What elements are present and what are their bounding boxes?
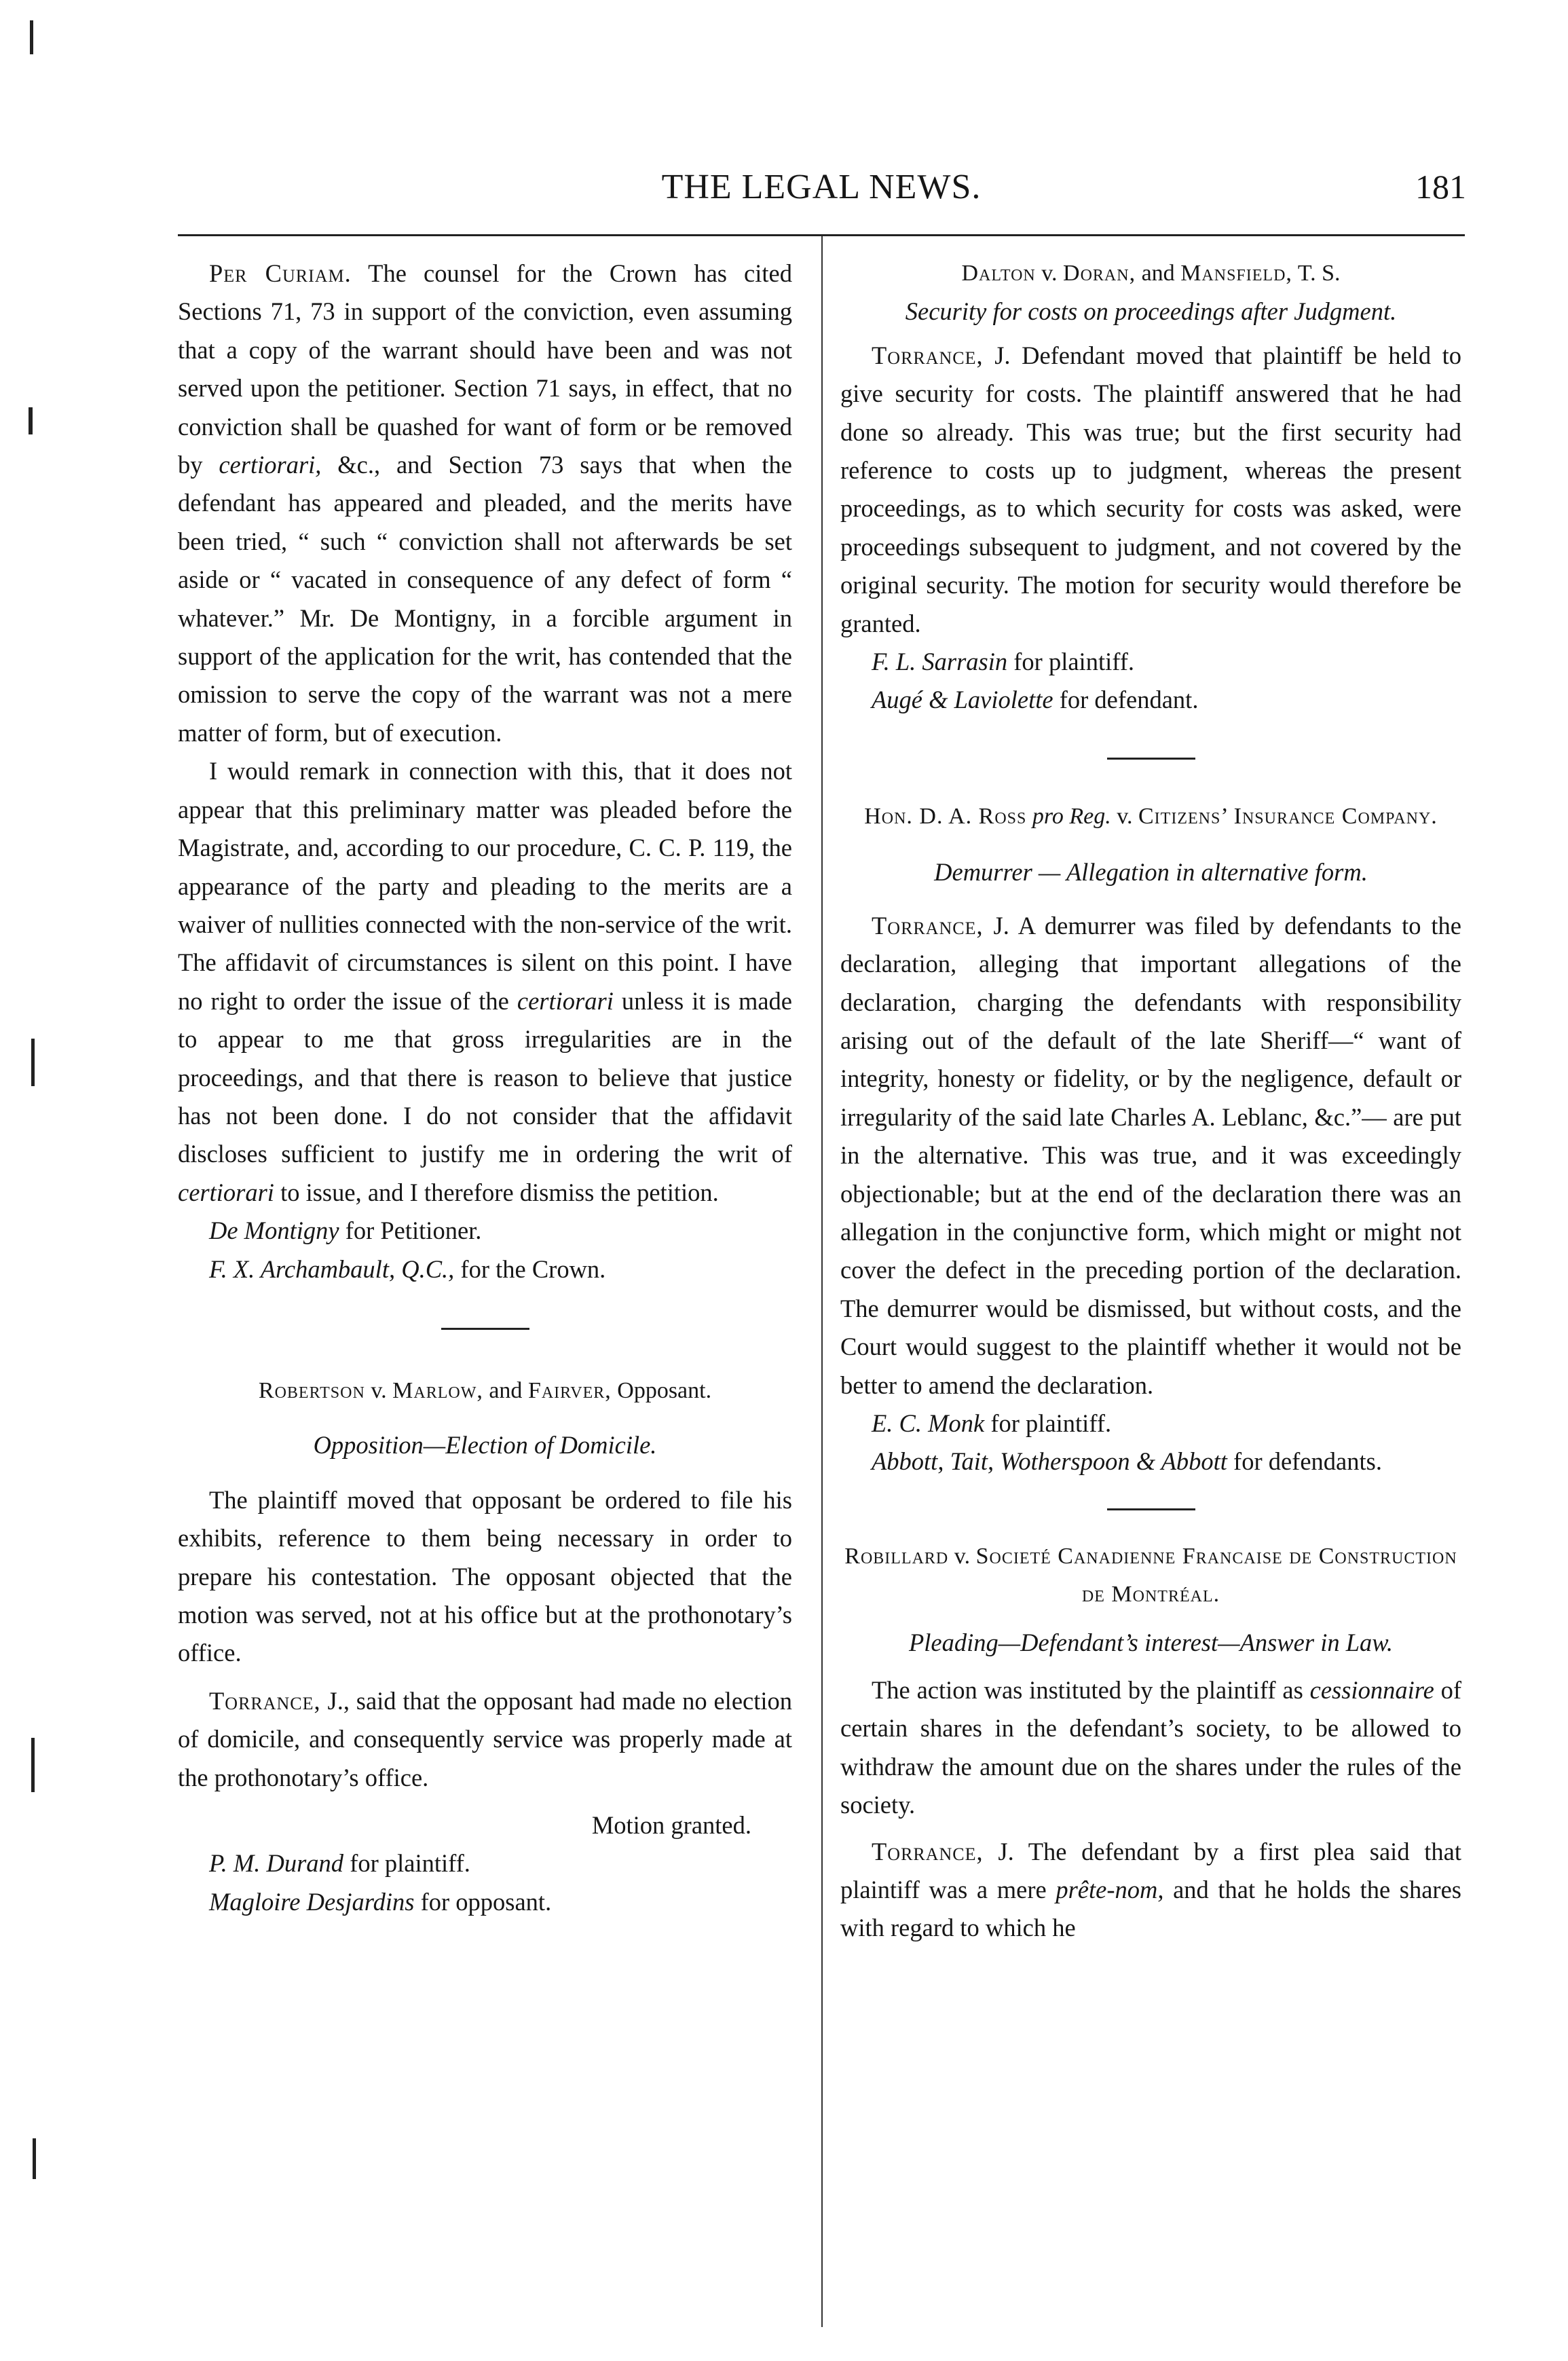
margin-mark — [30, 20, 33, 54]
party-name: Marlow, — [392, 1377, 483, 1403]
column-divider — [821, 236, 823, 2327]
counsel-line — [178, 1883, 792, 1921]
party-name: Dalton — [961, 261, 1036, 286]
case-title — [840, 798, 1461, 836]
counsel-role: for Petitioner. — [345, 1216, 482, 1245]
margin-mark — [31, 1738, 35, 1792]
speaker-label: Torrance, — [872, 911, 984, 940]
party-name: Societé Canadienne Francaise de Construction de Montréal. — [975, 1543, 1457, 1607]
case-subtitle: Security for costs on proceedings after Judgment. — [905, 297, 1397, 326]
paragraph-text: J. Defendant moved that plaintiff be held to give security for costs. The plaintiff answered that he had done so already. This was true; but the first security had reference to costs up to judgment, whereas the present proceedings, as to which security for costs was asked, were proceedings subsequent to judgment, and not covered by the original security. The motion for security would therefore be granted. — [840, 341, 1461, 637]
counsel-role: for defendants. — [1233, 1447, 1382, 1476]
counsel-line — [840, 681, 1461, 719]
paragraph-text: J. A demurrer was filed by defendants to the declaration, alleging that important allegations of the declaration, charging the defendants with responsibility arising out of the default of the late Sheriff—“ want of integrity, honesty or fidelity, or by the negligence, default or irregularity of the said late Charles A. Leblanc, &c.”— are put in the alternative. This was true, and it was exceedingly objectionable; but at the end of the declaration there was an allegation in the conjunctive form, which might or might not cover the defect in the preceding portion of the declaration. The demurrer would be dismissed, but without costs, and the Court would suggest to the plaintiff whether it would not be better to amend the declaration. — [840, 911, 1462, 1399]
party-name: Fairver, — [527, 1377, 612, 1403]
paragraph-text: J. The defendant by a first plea said that plaintiff was a mere — [840, 1837, 1461, 1904]
paragraph — [840, 1833, 1461, 1948]
counsel-name: F. X. Archambault, Q.C., — [209, 1254, 455, 1283]
counsel-role: for plaintiff. — [990, 1409, 1112, 1437]
margin-mark — [29, 407, 33, 434]
italic-term: prête-nom, — [1056, 1876, 1164, 1904]
paragraph — [840, 907, 1461, 1405]
versus: v. — [1041, 261, 1058, 286]
counsel-name: F. L. Sarrasin — [872, 648, 1008, 676]
counsel-line — [178, 1212, 792, 1250]
counsel-name: P. M. Durand — [209, 1849, 344, 1878]
party-qualifier: pro Reg. — [1032, 803, 1111, 829]
conjunction: and — [489, 1377, 523, 1403]
italic-term: certiorari, — [219, 451, 322, 479]
right-column — [840, 255, 1461, 1948]
speaker-label: Torrance, — [209, 1686, 321, 1715]
margin-mark — [31, 1039, 35, 1086]
paragraph-text: of certain shares in the defendant’s society, to be allowed to withdraw the amount due on the shares under the rules of the society. — [840, 1676, 1462, 1819]
journal-title: THE LEGAL NEWS. — [661, 168, 982, 206]
paragraph-text: unless it is made to appear to me that gross irregularities are in the proceedings, and that there is reason to believe that justice has not been done. I do not consider that the affidavit discloses sufficient to justify me in ordering the writ of — [178, 986, 793, 1168]
counsel-line — [840, 1405, 1461, 1443]
paragraph — [178, 1682, 792, 1797]
party-name: Mansfield, — [1180, 261, 1292, 286]
italic-term: certiorari — [517, 986, 614, 1015]
counsel-name: E. C. Monk — [872, 1409, 985, 1437]
italic-term: cessionnaire — [1309, 1676, 1434, 1704]
versus: v. — [954, 1543, 971, 1569]
counsel-line — [178, 1250, 792, 1288]
party-name: Robertson — [258, 1377, 365, 1403]
party-role: Opposant. — [617, 1377, 712, 1403]
versus: v. — [1117, 803, 1133, 829]
speaker-label: Per Curiam. — [209, 259, 352, 287]
party-name: Citizens’ Insurance Company. — [1138, 803, 1438, 829]
counsel-role: for plaintiff. — [1013, 648, 1135, 676]
paragraph-text: J., said that the opposant had made no election of domicile, and consequently service was properly made at the prothonotary’s office. — [178, 1686, 793, 1791]
paragraph-text: and that he holds the shares with regard to which he — [840, 1876, 1461, 1942]
case-subtitle: Pleading—Defendant’s interest—Answer in Law. — [908, 1628, 1394, 1656]
counsel-role: for the Crown. — [460, 1254, 606, 1283]
paragraph-text: The counsel for the Crown has cited Sections 71, 73 in support of the conviction, even assuming that a copy of the warrant should have been and was not served upon the petitioner. Section 71 says, in effect, that no conviction shall be quashed for want of form or be removed by — [178, 259, 792, 479]
counsel-name: Abbott, Tait, Wotherspoon & Abbott — [872, 1447, 1227, 1476]
ruling: Motion granted. — [591, 1811, 751, 1840]
counsel-name: De Montigny — [209, 1216, 339, 1245]
counsel-line — [840, 643, 1461, 681]
case-title — [840, 255, 1461, 293]
party-name: Robillard — [844, 1543, 949, 1569]
page-number: 181 — [1415, 168, 1466, 206]
speaker-label: Torrance, — [872, 1837, 984, 1865]
paragraph-text: &c., and Section 73 says that when the defendant has appeared and pleaded, and the merits have been tried, “ such “ conviction shall not afterwards be set aside or “ vacated in consequence of any defect of form “ whatever.” Mr. De Montigny, in a forcible argument in support of the application for the writ, has contended that the omission to serve the copy of the warrant was not a mere matter of form, but of execution. — [178, 451, 793, 747]
margin-mark — [33, 2138, 36, 2179]
conjunction: and — [1141, 261, 1175, 286]
italic-term: certiorari — [178, 1178, 274, 1206]
party-name: Hon. D. A. Ross — [864, 803, 1027, 829]
counsel-role: for defendant. — [1059, 686, 1199, 714]
speaker-label: Torrance, — [872, 341, 984, 369]
case-subtitle: Demurrer — Allegation in alternative form. — [934, 858, 1368, 887]
paragraph — [840, 1671, 1461, 1825]
case-subtitle: Opposition—Election of Domicile. — [313, 1431, 657, 1460]
party-role: T. S. — [1297, 261, 1341, 286]
running-header — [176, 167, 1466, 215]
paragraph — [178, 255, 792, 752]
party-name: Doran, — [1063, 261, 1136, 286]
paragraph — [840, 337, 1461, 643]
paragraph — [178, 752, 792, 1212]
case-title — [178, 1372, 792, 1410]
counsel-role: for opposant. — [420, 1887, 552, 1916]
counsel-role: for plaintiff. — [350, 1849, 470, 1878]
counsel-name: Augé & Laviolette — [872, 686, 1053, 714]
paragraph-text: I would remark in connection with this, that it does not appear that this preliminary matter was pleaded before the Magistrate, and, according to our procedure, C. C. P. 119, the appearance of the party and pleading to the merits are a waiver of nullities connected with the non-service of the writ. The affidavit of circumstances is silent on this point. I have no right to order the issue of the — [178, 757, 792, 1015]
left-column — [178, 255, 792, 1921]
counsel-name: Magloire Desjardins — [209, 1887, 415, 1916]
counsel-line — [840, 1443, 1461, 1481]
counsel-line — [178, 1844, 792, 1882]
case-title — [840, 1538, 1461, 1614]
versus: v. — [371, 1377, 387, 1403]
paragraph: The plaintiff moved that opposant be ordered to file his exhibits, reference to them being necessary in order to prepare his contestation. The opposant objected that the motion was served, not at his office but at the prothonotary’s office. — [178, 1485, 792, 1667]
paragraph-text: to issue, and I therefore dismiss the petition. — [280, 1178, 719, 1206]
paragraph-text: The action was instituted by the plaintiff as — [872, 1676, 1303, 1704]
